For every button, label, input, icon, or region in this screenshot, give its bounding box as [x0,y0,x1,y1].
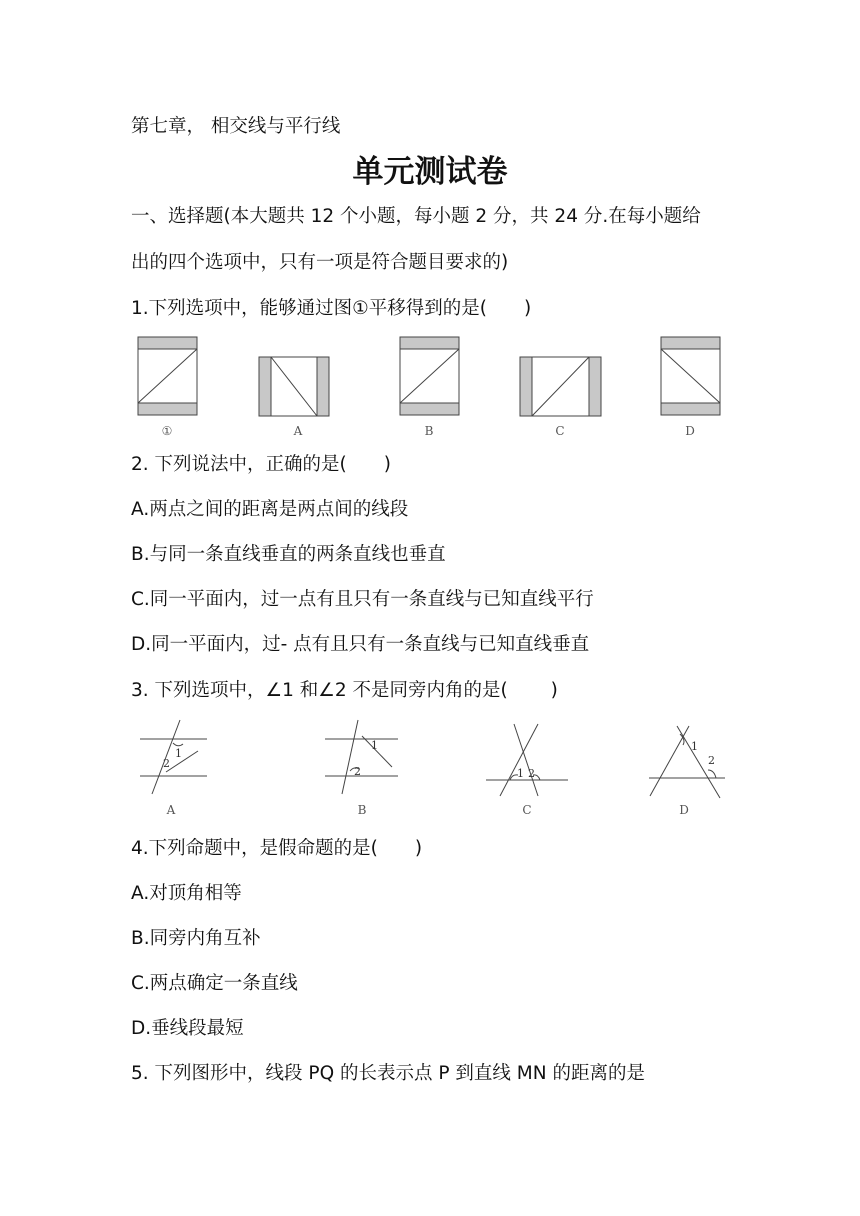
q1-figure-a [259,357,329,438]
q1-figure-b [400,337,459,438]
question-2-stem: 2. 下列说法中，正确的是( ) [131,454,391,475]
q3-d-angle-2: 2 [708,754,715,767]
section-intro-line-2: 出的四个选项中，只有一项是符合题目要求的) [131,252,509,273]
q1-caption-c: C [555,424,565,438]
q3-b-angle-1: 1 [371,739,378,752]
q3-figure-a [140,720,207,794]
q3-figure-b [325,720,398,794]
question-4-option-c: C.两点确定一条直线 [131,973,298,994]
q1-caption-d: D [685,424,695,438]
question-2-option-b: B.与同一条直线垂直的两条直线也垂直 [131,544,446,565]
question-4-option-a: A.对顶角相等 [131,883,242,904]
q3-caption-a: A [166,803,176,817]
q1-caption-a: A [293,424,303,438]
section-intro-line-1: 一、选择题(本大题共 12 个小题，每小题 2 分，共 24 分.在每小题给 [131,206,701,227]
question-4-option-b: B.同旁内角互补 [131,928,261,949]
question-2-option-c: C.同一平面内，过一点有且只有一条直线与已知直线平行 [131,589,594,610]
page-title: 单元测试卷 [352,154,508,190]
q3-a-angle-1: 1 [175,747,182,760]
q3-figure-c [486,724,568,796]
q3-d-angle-1: 1 [691,740,698,753]
question-2-option-d: D.同一平面内，过- 点有且只有一条直线与已知直线垂直 [131,634,590,655]
question-2-option-a: A.两点之间的距离是两点间的线段 [131,499,409,520]
q1-figure-c [520,357,601,438]
q3-caption-b: B [357,803,367,817]
question-3-stem: 3. 下列选项中，∠1 和∠2 不是同旁内角的是( ) [131,680,558,701]
q1-figures [130,334,740,442]
q3-caption-c: C [522,803,532,817]
q3-b-angle-2: 2 [354,765,361,778]
q3-caption-d: D [679,803,689,817]
q1-caption-original: ① [161,424,173,438]
question-4-option-d: D.垂线段最短 [131,1018,244,1039]
question-1-stem: 1.下列选项中，能够通过图①平移得到的是( ) [131,298,532,319]
q3-a-angle-2: 2 [163,757,170,770]
q3-c-angle-1: 1 [517,767,524,780]
q3-c-angle-2: 2 [528,767,535,780]
question-5-stem: 5. 下列图形中，线段 PQ 的长表示点 P 到直线 MN 的距离的是 [131,1063,645,1084]
q1-figure-d [661,337,720,438]
chapter-heading: 第七章， 相交线与平行线 [131,116,341,137]
question-4-stem: 4.下列命题中，是假命题的是( ) [131,838,423,859]
q3-figures [130,714,740,822]
q1-caption-b: B [424,424,434,438]
q1-figure-original [138,337,197,438]
